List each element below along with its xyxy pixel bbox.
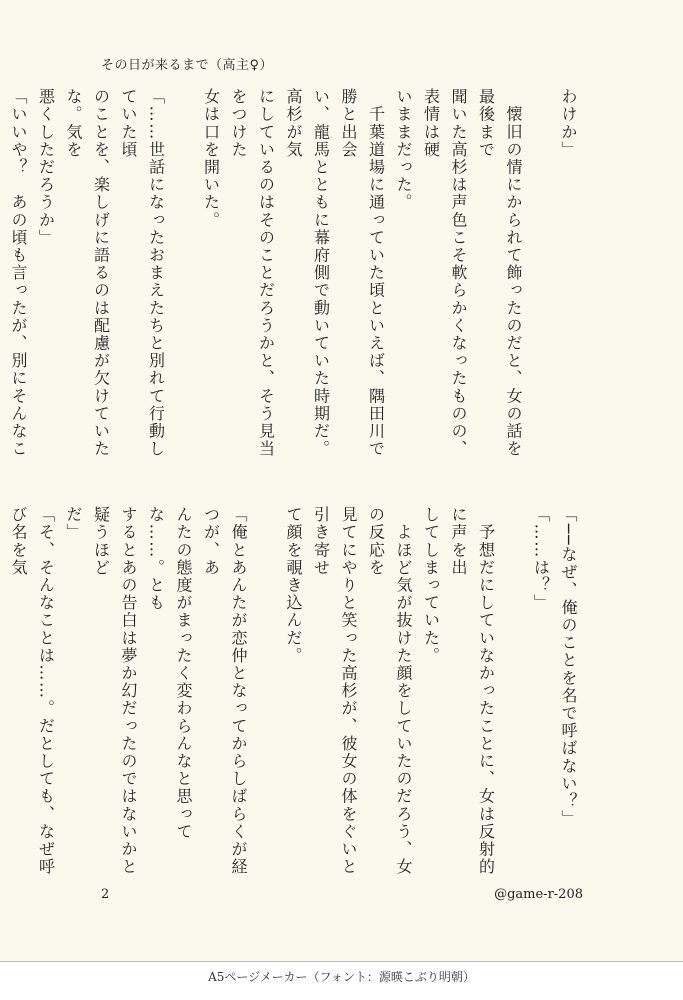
text-line: だ」 [64, 506, 83, 542]
text-line [252, 506, 280, 886]
text-block-top [9, 88, 582, 468]
text-line [500, 506, 528, 886]
text-line: 「──なぜ、俺のことを名で呼ばない？」 [559, 506, 578, 828]
text-line: 「……世話になったおまえたちと別れて行動していた頃 [119, 88, 166, 458]
text-line: するとあの告白は夢か幻だったのではないかと疑うほど [91, 506, 138, 876]
text-line: わけか」 [559, 88, 578, 159]
page-number: 2 [101, 887, 110, 902]
text-line: 見てにやりと笑った高杉が、彼女の体をぐいと引き寄せ [311, 506, 358, 876]
text-line: のことを、楽しげに語るのは配慮が欠けていたな。気を [64, 88, 111, 458]
text-line: 聞いた高杉は声色こそ軟らかくなったものの、表情は硬 [421, 88, 468, 458]
text-line: 女は口を開いた。 [201, 88, 221, 229]
text-line [0, 506, 5, 886]
text-line: いままだった。 [394, 88, 413, 212]
text-line: にしているのはそのことだろうかと、そう見当をつけた [229, 88, 276, 458]
text-line [527, 88, 555, 468]
text-line: 悪くしただろうか」 [36, 88, 56, 247]
page-header-title: その日が来るまで（高主♀） [101, 58, 274, 73]
text-line: て顔を覗き込んだ。 [284, 506, 303, 665]
text-line: よほど気が抜けた顔をしていたのだろう、女の反応を [366, 506, 413, 876]
text-line: 「俺とあんたが恋仲となってからしばらくが経つが、あ [201, 506, 248, 876]
text-line [170, 88, 198, 468]
text-line: 千葉道場に通っていた頃といえば、隅田川で勝と出会 [339, 88, 386, 458]
text-line: い、龍馬とともに幕府側で動いていた時期だ。高杉が気 [284, 88, 331, 458]
text-block-bottom [9, 506, 582, 886]
generator-caption: A5ページメーカー（フォント：源暎こぶり明朝） [208, 970, 475, 984]
text-line: んたの態度がまったく変わらんなと思ってな……。とも [146, 506, 193, 841]
author-handle: @game-r-208 [494, 887, 583, 902]
text-line: 「いいや？ あの頃も言ったが、別にそんなこ [9, 88, 28, 458]
text-line: してしまっていた。 [421, 506, 441, 665]
text-line: 「……は？」 [531, 506, 551, 612]
text-line: 「そ、そんなことは……。だとしても、なぜ呼び名を気 [9, 506, 56, 876]
text-line: 予想だにしていなかったことに、女は反射的に声を出 [449, 506, 496, 876]
text-line: 懐旧の情にかられて飾ったのだと、女の話を最後まで [476, 88, 523, 458]
